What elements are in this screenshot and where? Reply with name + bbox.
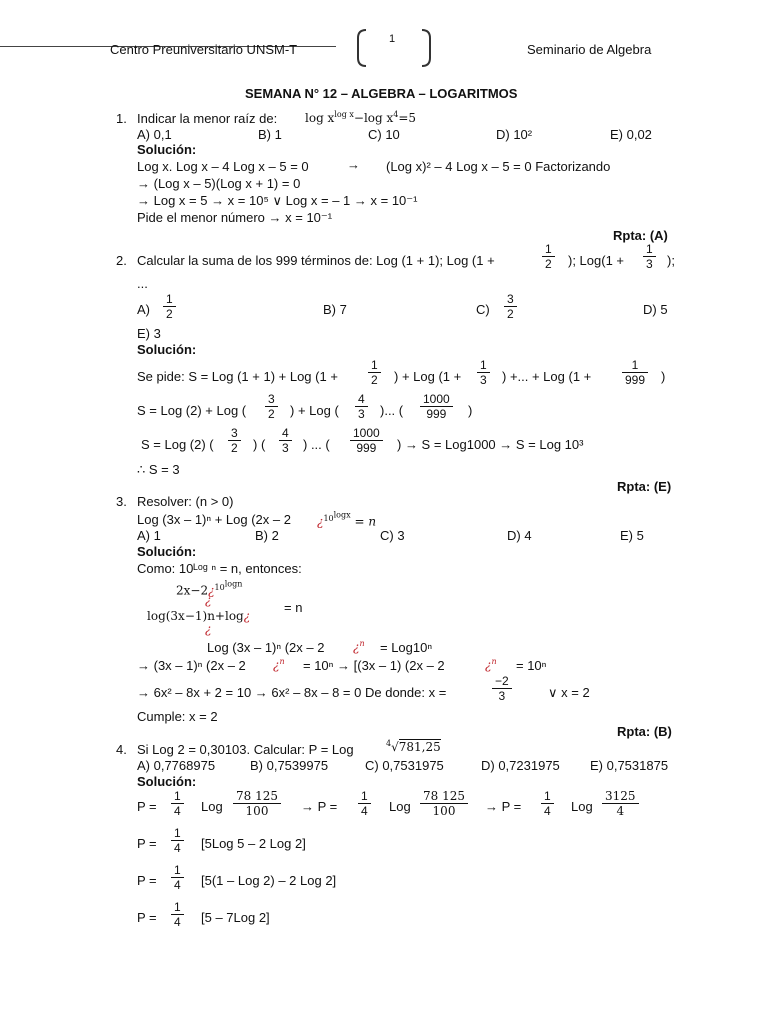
p2-answer: Rpta: (E) <box>617 479 672 494</box>
p2-step2-b: ) + Log ( <box>290 403 339 418</box>
p4-row1-log3: Log <box>571 799 593 814</box>
p2-option-b: B) 7 <box>323 302 347 317</box>
p4-row1-log2: Log <box>389 799 411 814</box>
p3-option-a: A) 1 <box>137 528 161 543</box>
p1-arrow: → <box>347 157 360 172</box>
header-left: Centro Preuniversitario UNSM-T <box>110 42 298 57</box>
p3-line2-mark: ¿$^n$ <box>353 639 365 654</box>
p2-step2-c: )... ( <box>380 403 404 418</box>
p2-statement-end: ); <box>667 253 675 268</box>
p2-statement: Calcular la suma de los 999 términos de: Log (1 + 1); Log (1 + <box>137 253 495 268</box>
p4-root: $^4$√781,25 <box>386 739 441 754</box>
p1-option-a: A) 0,1 <box>137 127 172 142</box>
p1-option-b: B) 1 <box>258 127 282 142</box>
p3-comment: Como: 10ᴸᵒᵍ ⁿ = n, entonces: <box>137 561 302 576</box>
p1-equation: $\log x^{log x}-\log$ $x^4=5$ <box>305 110 417 125</box>
p4-row2-expr: [5Log 5 – 2 Log 2] <box>201 836 306 851</box>
p2-sum-a: Se pide: S = Log (1 + 1) + Log (1 + <box>137 369 338 384</box>
p3-line3-mark1: ¿$^n$ <box>273 657 285 672</box>
p4-row1-quarter1: 1 4 <box>171 789 184 818</box>
p2-option-a: A) <box>137 302 150 317</box>
p3-option-b: B) 2 <box>255 528 279 543</box>
p1-answer: Rpta: (A) <box>613 228 668 243</box>
p3-formula-mark2: ¿ <box>205 622 212 636</box>
p4-row3-quarter: 1 4 <box>171 863 184 892</box>
p3-line2b: = Log10ⁿ <box>380 640 433 655</box>
p3-answer: Rpta: (B) <box>617 724 672 739</box>
p4-row1-frac2: 78 125 100 <box>420 789 468 818</box>
p4-row1-p: P = <box>137 799 157 814</box>
p2-frac-third: 1 3 <box>643 242 656 271</box>
p4-row1-log1: Log <box>201 799 223 814</box>
p4-option-d: D) 0,7231975 <box>481 758 560 773</box>
p3-line4a: → 6x² – 8x + 2 = 10 → 6x² – 8x – 8 = 0 De donde: x = <box>137 685 447 700</box>
p1-option-e: E) 0,02 <box>610 127 652 142</box>
p1-line2: → (Log x – 5)(Log x + 1) = 0 <box>137 176 301 191</box>
p2-solution-label: Solución: <box>137 342 197 357</box>
p2-sum-frac3: 1 999 <box>622 358 648 387</box>
p1-line1b: (Log x)² – 4 Log x – 5 = 0 Factorizando <box>386 159 611 174</box>
p3-option-e: E) 5 <box>620 528 644 543</box>
p2-step2-a: S = Log (2) + Log ( <box>137 403 247 418</box>
p2-step3-frac3: 1000 999 <box>350 426 383 455</box>
p1-line4: Pide el menor número → x = 10⁻¹ <box>137 210 333 225</box>
p2-option-d: D) 5 <box>643 302 668 317</box>
p2-frac-half: 1 2 <box>542 242 555 271</box>
p3-line4b: ∨ x = 2 <box>548 685 590 700</box>
p2-sum-d: ) <box>661 369 666 384</box>
p2-number: 2. <box>116 253 127 268</box>
p3-equals-n: = n <box>284 600 303 615</box>
p3-line5: Cumple: x = 2 <box>137 709 218 724</box>
p1-number: 1. <box>116 111 127 126</box>
p4-row1-arrow2: → P = <box>485 799 522 814</box>
p4-option-a: A) 0,7768975 <box>137 758 216 773</box>
page-number: 1 <box>389 33 396 45</box>
p4-statement: Si Log 2 = 0,30103. Calcular: P = Log <box>137 742 354 757</box>
p4-row4-expr: [5 – 7Log 2] <box>201 910 270 925</box>
p4-option-e: E) 0,7531875 <box>590 758 669 773</box>
p2-option-e: E) 3 <box>137 326 161 341</box>
p1-solution-label: Solución: <box>137 142 197 157</box>
p3-number: 3. <box>116 494 127 509</box>
p4-row3-p: P = <box>137 873 157 888</box>
p4-row1-frac3: 3125 4 <box>602 789 639 818</box>
p2-dots: ... <box>137 276 148 291</box>
p4-row4-p: P = <box>137 910 157 925</box>
p3-statement: Resolver: (n > 0) <box>137 494 234 509</box>
p3-formula-bottom: log(3x−1)n+log¿ <box>147 609 251 623</box>
p2-option-c: C) <box>476 302 490 317</box>
p3-solution-label: Solución: <box>137 544 197 559</box>
p2-sum-c: ) +... + Log (1 + <box>502 369 592 384</box>
p2-step3-frac2: 4 3 <box>279 426 292 455</box>
p2-sum-frac1: 1 2 <box>368 358 381 387</box>
p4-number: 4. <box>116 742 127 757</box>
p4-row1-quarter2: 1 4 <box>358 789 371 818</box>
p2-step2-frac1: 3 2 <box>265 392 278 421</box>
p1-line1a: Log x. Log x – 4 Log x – 5 = 0 <box>137 159 309 174</box>
p2-step3-b: ) ( <box>253 437 266 452</box>
p2-step3-frac1: 3 2 <box>228 426 241 455</box>
p4-row1-frac1: 78 125 100 <box>233 789 281 818</box>
p2-statement-mid: ); Log(1 + <box>568 253 625 268</box>
p2-step3-a: S = Log (2) ( <box>141 437 214 452</box>
p2-step2-frac3: 1000 999 <box>420 392 453 421</box>
p1-option-c: C) 10 <box>368 127 400 142</box>
p4-option-b: B) 0,7539975 <box>250 758 329 773</box>
p4-row3-expr: [5(1 – Log 2) – 2 Log 2] <box>201 873 337 888</box>
p4-row1-quarter3: 1 4 <box>541 789 554 818</box>
p3-line3-mark2: ¿$^n$ <box>485 657 497 672</box>
p3-equation: Log (3x – 1)ⁿ + Log (2x – 2 <box>137 512 291 527</box>
p3-line3a: → (3x – 1)ⁿ (2x – 2 <box>137 658 246 673</box>
p3-line3c: = 10ⁿ <box>516 658 547 673</box>
p4-option-c: C) 0,7531975 <box>365 758 444 773</box>
p3-root-frac: −2 3 <box>492 674 512 703</box>
p4-solution-label: Solución: <box>137 774 197 789</box>
p1-line3: → Log x = 5 → x = 10⁵ ∨ Log x = – 1 → x = 10⁻¹ <box>137 193 418 208</box>
p2-option-a-frac: 1 2 <box>163 292 176 321</box>
p3-line3b: = 10ⁿ → [(3x – 1) (2x – 2 <box>303 658 445 673</box>
p3-equation-tail: ¿$^{10^{logx}}$ = n <box>317 510 377 529</box>
p2-option-c-frac: 3 2 <box>504 292 517 321</box>
p4-radicand: 781,25 <box>398 740 441 754</box>
p1-option-d: D) 10² <box>496 127 533 142</box>
p3-formula-mark1: ¿ <box>205 593 212 607</box>
p1-statement: Indicar la menor raíz de: <box>137 111 278 126</box>
p3-formula-top: 2x−2¿$^{10^{logn}}$ <box>176 579 243 598</box>
p2-step3-c: ) ... ( <box>303 437 330 452</box>
p4-row2-p: P = <box>137 836 157 851</box>
p3-option-c: C) 3 <box>380 528 405 543</box>
header-right: Seminario de Algebra <box>527 42 652 57</box>
p3-line2a: Log (3x – 1)ⁿ (2x – 2 <box>207 640 325 655</box>
p2-step2-d: ) <box>468 403 473 418</box>
p3-option-d: D) 4 <box>507 528 532 543</box>
p4-row1-arrow1: → P = <box>301 799 338 814</box>
p4-row2-quarter: 1 4 <box>171 826 184 855</box>
p2-result: ∴ S = 3 <box>137 462 180 477</box>
p2-sum-frac2: 1 3 <box>477 358 490 387</box>
p2-sum-b: ) + Log (1 + <box>394 369 462 384</box>
p4-row4-quarter: 1 4 <box>171 900 184 929</box>
document-title: SEMANA N° 12 – ALGEBRA – LOGARITMOS <box>245 86 518 101</box>
p2-step2-frac2: 4 3 <box>355 392 368 421</box>
p2-step3-d: ) → S = Log1000 → S = Log 10³ <box>397 437 584 452</box>
